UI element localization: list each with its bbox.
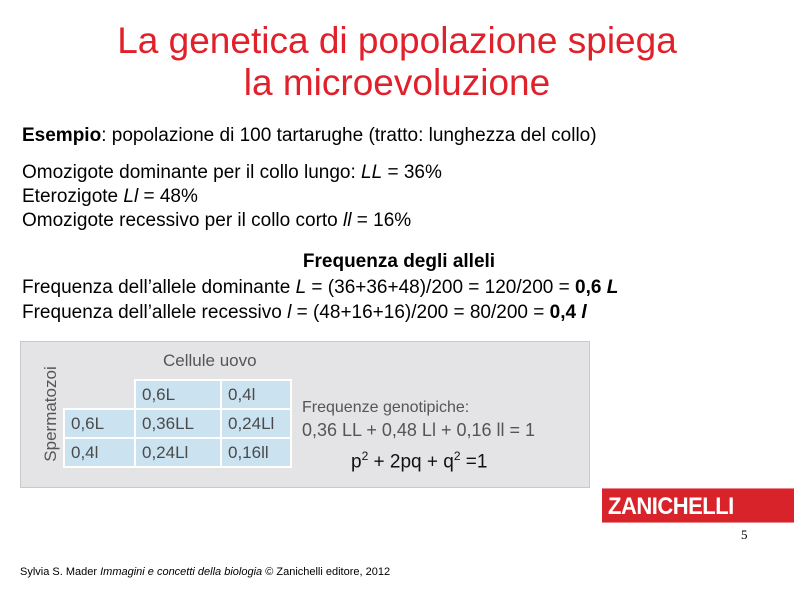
slide-title (0, 20, 794, 104)
genotype-line-recessive (22, 210, 411, 232)
example-label: Esempio (22, 125, 102, 146)
genotype-value: = 16% (351, 210, 412, 231)
genotype-symbol: Ll (123, 186, 139, 207)
punnett-row (64, 409, 291, 438)
allele-symbol: L (295, 277, 307, 298)
punnett-row-label: 0,6L (64, 409, 135, 438)
allele-result-symbol: L (606, 277, 619, 298)
genotypic-frequency-label: Frequenze genotipiche: (302, 399, 470, 416)
punnett-row (64, 438, 291, 467)
allele-result: 0,6 (575, 277, 607, 298)
allele-frequency-heading: Frequenza degli alleli (302, 251, 496, 272)
hw-middle: + 2pq + q (368, 451, 454, 473)
sperm-axis-text: Spermatozoi (41, 366, 60, 462)
punnett-row-label: 0,4l (64, 438, 135, 467)
allele-result: 0,4 (549, 302, 582, 323)
genotypic-frequency-expression: 0,36 LL + 0,48 Ll + 0,16 ll = 1 (302, 420, 536, 440)
genotype-line-prefix: Omozigote recessivo per il collo corto (22, 210, 344, 231)
punnett-cell: 0,24Ll (221, 409, 291, 438)
hw-p: p (351, 451, 362, 473)
punnett-corner (64, 380, 135, 409)
genotype-line-prefix: Omozigote dominante per il collo lungo: (22, 162, 362, 183)
allele-line-prefix: Frequenza dell’allele dominante (22, 277, 296, 298)
allele-symbol: l (287, 302, 292, 323)
example-text: : popolazione di 100 tartarughe (tratto: lunghezza del collo) (101, 125, 597, 146)
punnett-cell: 0,24Ll (135, 438, 221, 467)
hw-exponent: 2 (361, 449, 369, 463)
genotype-line-ll-dominant (22, 162, 442, 184)
genotype-line-heterozygote (22, 186, 198, 208)
recessive-allele-line (22, 302, 587, 324)
allele-calculation: = (36+36+48)/200 = 120/200 = (306, 277, 576, 298)
genotype-value: = 36% (382, 162, 442, 183)
sperm-axis-label (39, 354, 63, 474)
publisher-logo: ZANICHELLI (602, 488, 794, 522)
allele-line-prefix: Frequenza dell’allele recessivo (22, 302, 288, 323)
title-line-1: La genetica di popolazione spiega (117, 20, 677, 61)
punnett-figure (20, 341, 590, 488)
credit-rest: © Zanichelli editore, 2012 (262, 566, 391, 578)
title-line-2: la microevoluzione (243, 62, 551, 103)
punnett-cell: 0,16ll (221, 438, 291, 467)
genotype-value: = 48% (138, 186, 198, 207)
punnett-square (63, 379, 292, 468)
hardy-weinberg-equation (351, 449, 487, 473)
allele-calculation: = (48+16+16)/200 = 80/200 = (291, 302, 550, 323)
genotype-line-prefix: Eterozigote (22, 186, 124, 207)
credit-author: Sylvia S. Mader (20, 566, 101, 578)
hw-end: =1 (460, 451, 488, 473)
egg-cells-label: Cellule uovo (163, 351, 257, 370)
hw-exponent: 2 (453, 449, 461, 463)
allele-result-symbol: l (581, 302, 587, 323)
example-line (22, 125, 597, 147)
page-number: 5 (741, 527, 748, 542)
genotype-symbol: ll (343, 210, 352, 231)
punnett-header-row (64, 380, 291, 409)
genotype-symbol: LL (361, 162, 383, 183)
punnett-cell: 0,36LL (135, 409, 221, 438)
credit-book: Immagini e concetti della biologia (100, 566, 263, 578)
punnett-header-cell: 0,6L (135, 380, 221, 409)
punnett-header-cell: 0,4l (221, 380, 291, 409)
dominant-allele-line (22, 277, 618, 299)
credit-footer (20, 566, 390, 578)
